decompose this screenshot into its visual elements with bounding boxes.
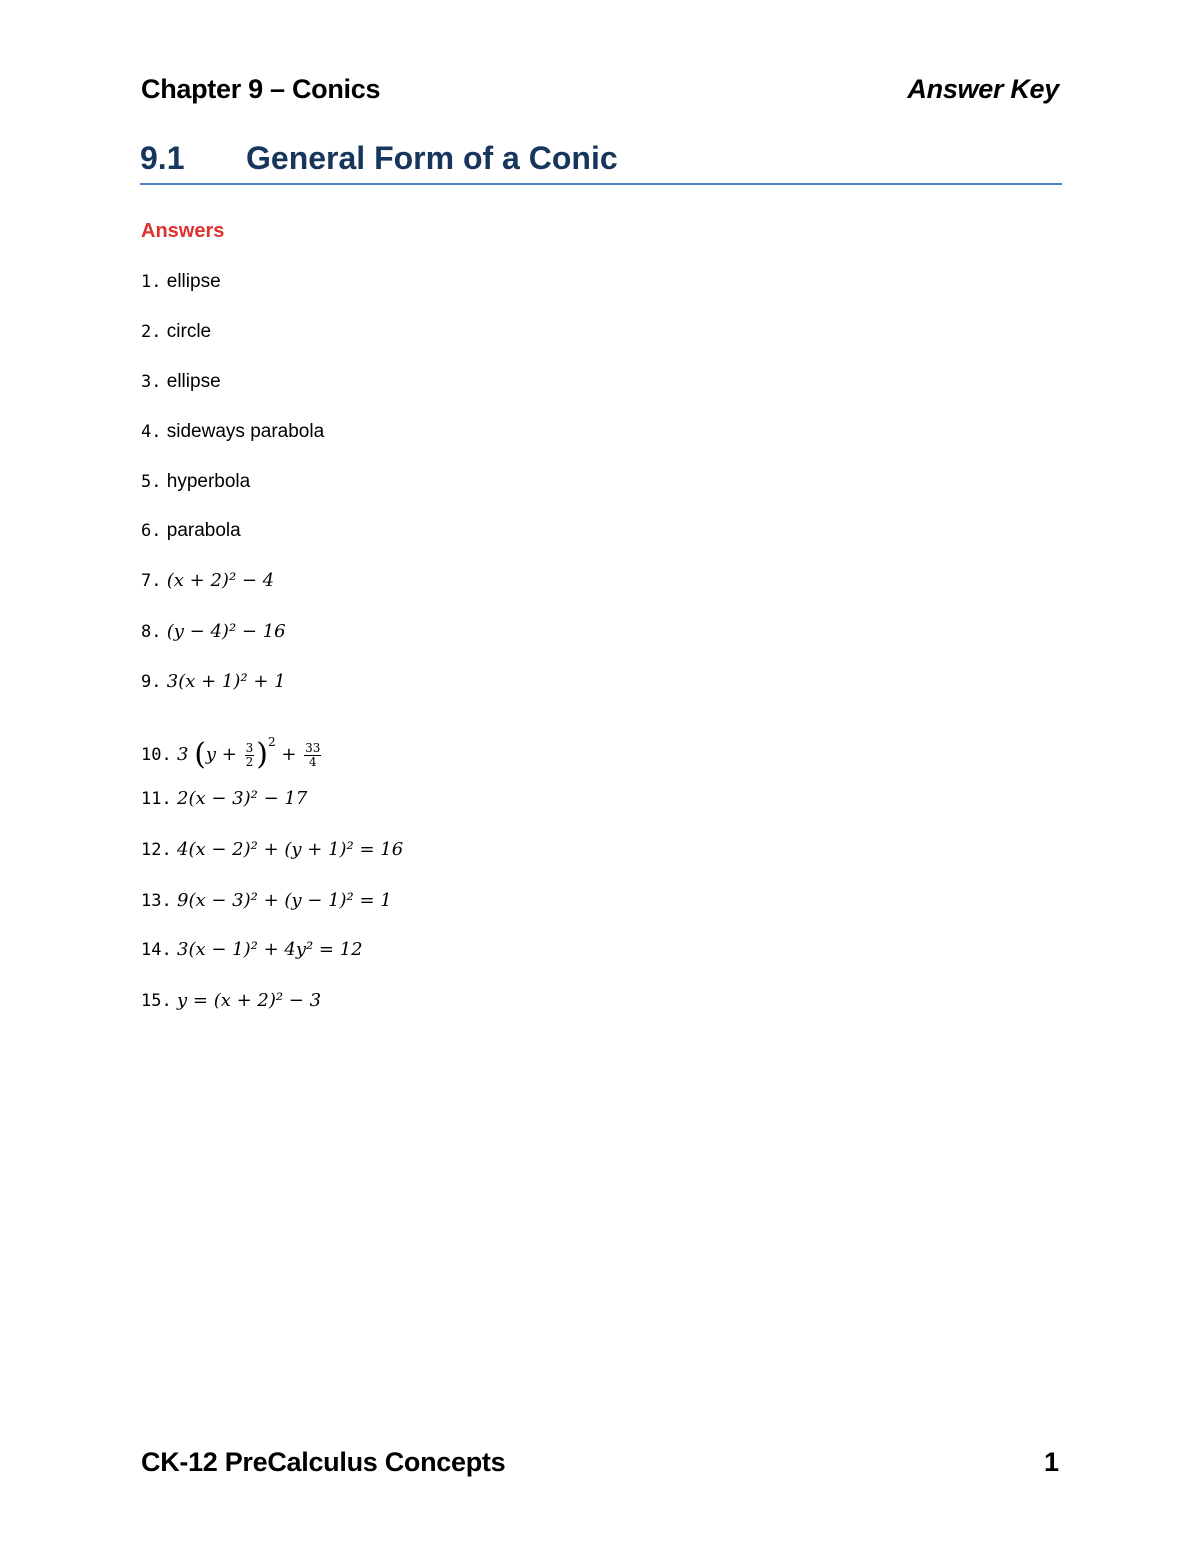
answer-number: 7. <box>141 571 162 591</box>
answer-text: circle <box>166 321 212 342</box>
fraction-numerator: 33 <box>305 740 321 755</box>
answer-text: ellipse <box>166 371 221 392</box>
answer-item <box>141 620 286 644</box>
answer-expression: 9(x − 3)² + (y − 1)² = 1 <box>177 890 392 911</box>
answer-number: 4. <box>141 422 162 442</box>
section-title <box>140 140 1062 185</box>
answer-item <box>141 320 211 344</box>
answer-number: 11. <box>141 789 172 809</box>
answer-number: 2. <box>141 322 162 342</box>
answer-number: 13. <box>141 891 172 911</box>
section-title-text: General Form of a Conic <box>246 140 618 176</box>
answer-text: sideways parabola <box>166 421 325 442</box>
answer-number: 9. <box>141 672 162 692</box>
answer-item <box>141 787 307 811</box>
answer-key-header: Answer Key <box>907 74 1059 104</box>
answer-item <box>141 420 324 444</box>
answer-item <box>141 569 274 593</box>
answer-expression: 2(x − 3)² − 17 <box>177 788 308 809</box>
fraction-denominator: 2 <box>245 754 254 769</box>
fraction <box>304 742 321 769</box>
answer-number: 5. <box>141 472 162 492</box>
answer-expression: 4(x − 2)² + (y + 1)² = 16 <box>177 839 404 860</box>
answer-item <box>141 370 221 394</box>
answer-number: 14. <box>141 940 172 960</box>
plus-sign: + <box>275 744 303 765</box>
answer-expression: 3(x + 1)² + 1 <box>166 671 286 692</box>
answer-item <box>141 838 403 862</box>
variable-term: y + <box>205 744 243 765</box>
answers-heading: Answers <box>141 220 225 242</box>
fraction <box>245 742 255 769</box>
answer-expression: 3(x − 1)² + 4y² = 12 <box>177 939 363 960</box>
chapter-header: Chapter 9 – Conics <box>141 74 381 104</box>
answer-text: hyperbola <box>166 471 251 492</box>
answer-item <box>141 670 286 694</box>
answer-expression: (x + 2)² − 4 <box>166 570 275 591</box>
answer-item <box>141 270 221 294</box>
answer-item <box>141 519 241 543</box>
answer-text: ellipse <box>166 271 221 292</box>
answer-item <box>141 730 323 772</box>
answer-expression: y = (x + 2)² − 3 <box>177 990 322 1011</box>
section-number: 9.1 <box>140 140 185 176</box>
answer-item <box>141 470 250 494</box>
open-paren: ( <box>194 737 206 772</box>
answer-number: 1. <box>141 272 162 292</box>
fraction-denominator: 4 <box>308 754 317 769</box>
footer-title: CK-12 PreCalculus Concepts <box>141 1447 506 1477</box>
answer-expression: (y − 4)² − 16 <box>166 621 286 642</box>
answer-number: 8. <box>141 622 162 642</box>
answer-number: 10. <box>141 745 172 765</box>
exponent: 2 <box>267 735 276 749</box>
fraction-numerator: 3 <box>245 740 254 755</box>
answer-expression <box>177 735 323 772</box>
answer-item <box>141 889 392 913</box>
answer-text: parabola <box>166 520 241 541</box>
answer-item <box>141 989 321 1013</box>
close-paren: ) <box>256 737 268 772</box>
answer-number: 6. <box>141 521 162 541</box>
answer-item <box>141 938 363 962</box>
coefficient: 3 <box>177 744 189 765</box>
answer-number: 15. <box>141 991 172 1011</box>
answer-number: 3. <box>141 372 162 392</box>
page-number: 1 <box>1043 1447 1059 1477</box>
answer-number: 12. <box>141 840 172 860</box>
